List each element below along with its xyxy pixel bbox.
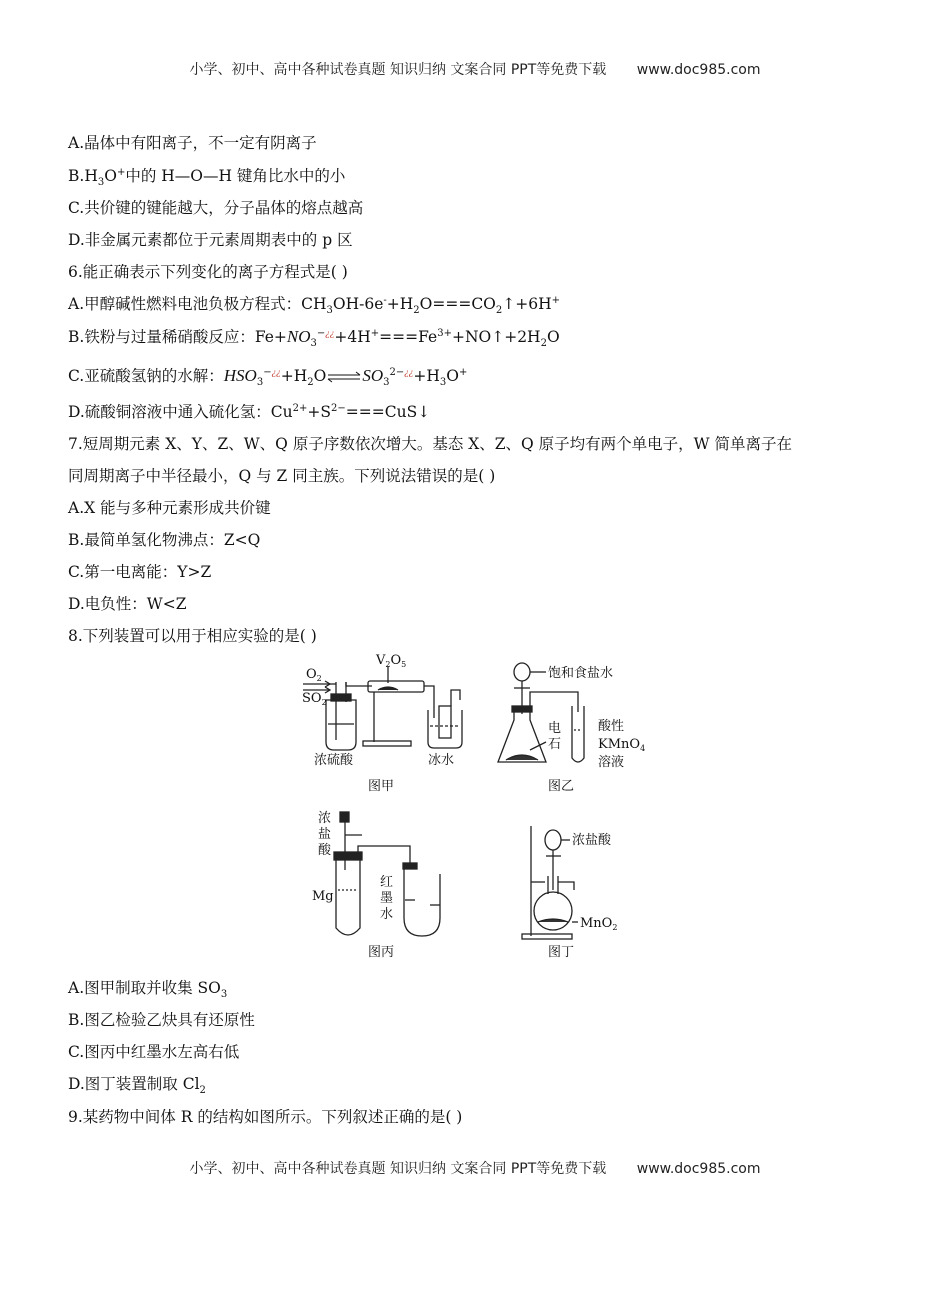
text: A.图甲制取并收集 SO <box>68 979 221 997</box>
label-ink-3: 水 <box>380 907 394 922</box>
t: − <box>263 366 272 378</box>
t: MnO <box>580 916 613 931</box>
q6-option-b <box>68 327 560 350</box>
figure-ding-caption: 图丁 <box>548 945 575 960</box>
text: O===CO <box>419 295 496 313</box>
text: A.甲醇碱性燃料电池负极方程式：CH <box>68 295 327 313</box>
reaction-tube <box>368 681 424 692</box>
t: 4 <box>640 744 646 753</box>
text: ===CuS↓ <box>345 403 431 421</box>
bottle-stopper <box>331 694 351 701</box>
t: O <box>306 667 317 682</box>
q7-stem-1: 7.短周期元素 X、Y、Z、W、Q 原子序数依次增大。基态 X、Z、Q 原子均有两个单电子，W 简单离子在 <box>68 435 793 453</box>
side-tube <box>558 882 574 890</box>
footer-text: 小学、初中、高中各种试卷真题 知识归纳 文案合同 PPT等免费下载 <box>189 1161 607 1177</box>
label-hcl-2: 盐 <box>318 827 332 842</box>
stand-base <box>363 741 411 746</box>
text: +NO↑+2H <box>451 328 541 346</box>
q6-option-a <box>68 294 561 317</box>
sub: 2 <box>413 305 420 317</box>
funnel-knob <box>340 812 349 822</box>
sub: 2 <box>495 305 503 317</box>
q7-option-d: D.电负性：W<Z <box>68 595 187 613</box>
text: +H <box>280 367 308 385</box>
test-tube <box>336 858 360 935</box>
text: +S <box>307 403 332 421</box>
q7-option-b: B.最简单氢化物沸点：Z<Q <box>68 531 261 549</box>
label-ice-water: 冰水 <box>428 753 455 768</box>
q5-option-b <box>68 166 346 189</box>
text: D.硫酸铜溶液中通入硫化氢：Cu <box>68 403 293 421</box>
sup <box>263 367 281 378</box>
label-conc-hcl: 浓盐酸 <box>572 833 612 848</box>
sub: 2 <box>307 377 314 389</box>
page-footer <box>0 1158 950 1178</box>
q5-option-c: C.共价键的键能越大，分子晶体的熔点越高 <box>68 199 364 217</box>
label-carbide-2: 石 <box>548 737 562 752</box>
sup: 2− <box>331 402 346 414</box>
q6-stem: 6.能正确表示下列变化的离子方程式是( ) <box>68 263 348 281</box>
q7-option-c: C.第一电离能：Y>Z <box>68 563 212 581</box>
sub: 3 <box>439 377 447 389</box>
text: ↑+6H <box>502 295 552 313</box>
label-solution: 溶液 <box>598 755 625 770</box>
label-line <box>530 742 546 750</box>
sub: 2 <box>540 338 547 350</box>
wash-bottle <box>326 700 356 750</box>
figure-bing-caption: 图丙 <box>368 945 395 960</box>
sup <box>389 367 413 378</box>
tube <box>424 686 434 718</box>
t: 2− <box>389 366 405 378</box>
formula-so3: SO <box>362 366 384 385</box>
t: 2 <box>385 660 391 669</box>
q8-stem: 8.下列装置可以用于相应实验的是( ) <box>68 627 317 645</box>
sup: + <box>116 166 126 178</box>
q6-option-d <box>68 402 430 422</box>
header-site: www.doc985.com <box>636 62 761 78</box>
sub: 2 <box>199 1085 206 1097</box>
sup <box>317 328 335 339</box>
q8-option-d <box>68 1074 206 1097</box>
t: 2 <box>316 674 322 683</box>
text: O <box>104 167 117 185</box>
funnel <box>545 830 561 850</box>
text: 中的 H—O—H 键角比水中的小 <box>125 167 346 185</box>
sub: 3 <box>220 989 228 1001</box>
label-mg: Mg <box>312 889 334 904</box>
q8-option-b: B.图乙检验乙炔具有还原性 <box>68 1011 255 1029</box>
ice-beaker <box>428 710 462 748</box>
label-ink-1: 红 <box>380 875 394 890</box>
collector-tube <box>439 706 451 738</box>
t: SO <box>302 691 322 706</box>
equilibrium-arrow-icon <box>326 371 362 383</box>
tube <box>451 690 460 706</box>
sup: 2+ <box>292 402 308 414</box>
t: KMnO <box>598 737 641 752</box>
conical-flask <box>498 710 546 762</box>
q6-option-c <box>68 366 468 389</box>
figure-jia-caption: 图甲 <box>368 779 395 794</box>
t: O <box>390 653 402 668</box>
sub: 3 <box>97 177 105 189</box>
figure-yi-caption: 图乙 <box>548 779 575 794</box>
garble: ¿¿ <box>404 367 414 378</box>
text: ===Fe <box>379 328 438 346</box>
label-carbide-1: 电 <box>548 721 562 736</box>
catalyst <box>378 687 398 690</box>
stand-base <box>522 934 572 939</box>
mno2-solid <box>538 919 568 922</box>
test-tube <box>572 706 584 762</box>
label-hcl-3: 酸 <box>318 843 332 858</box>
text: B.H <box>68 167 98 185</box>
label-kmno4 <box>598 737 645 753</box>
t: 2 <box>321 698 327 707</box>
sub: 3 <box>326 305 333 317</box>
text: D.图丁装置制取 Cl <box>68 1075 200 1093</box>
q8-option-c: C.图丙中红墨水左高右低 <box>68 1043 240 1061</box>
text: C.亚硫酸氢钠的水解： <box>68 367 224 385</box>
stopper <box>403 863 417 869</box>
sup: + <box>458 366 468 378</box>
sup: + <box>551 294 561 306</box>
q7-stem-2: 同周期离子中半径最小，Q 与 Z 同主族。下列说法错误的是( ) <box>68 467 496 485</box>
delivery-tube <box>530 692 578 712</box>
q7-option-a: A.X 能与多种元素形成共价键 <box>68 499 271 517</box>
label-v2o5 <box>375 653 406 669</box>
label-ink-2: 墨 <box>380 891 394 906</box>
flask-stopper <box>512 706 532 712</box>
label-conc-sulfuric: 浓硫酸 <box>314 753 354 768</box>
sup: + <box>370 327 380 339</box>
text: O <box>313 367 327 385</box>
q8-option-a <box>68 978 228 1001</box>
label-o2 <box>306 667 322 683</box>
footer-site: www.doc985.com <box>636 1161 761 1177</box>
round-flask <box>534 892 572 930</box>
header-text: 小学、初中、高中各种试卷真题 知识归纳 文案合同 PPT等免费下载 <box>189 62 607 78</box>
delivery-tube <box>358 846 410 865</box>
text: O <box>546 328 560 346</box>
text: +H <box>386 295 414 313</box>
garble: ¿¿ <box>325 328 335 339</box>
text: B.铁粉与过量稀硝酸反应：Fe+ <box>68 328 287 346</box>
label-acidic: 酸性 <box>598 719 625 734</box>
sup: - <box>383 294 387 306</box>
text: O <box>446 367 459 385</box>
garble: ¿¿ <box>271 367 281 378</box>
q5-option-a: A.晶体中有阳离子，不一定有阴离子 <box>68 134 317 152</box>
label-brine: 饱和食盐水 <box>548 666 614 681</box>
sup: 3+ <box>437 327 452 339</box>
calcium-carbide <box>506 755 538 760</box>
formula-hso3: HSO <box>223 366 257 385</box>
text: +H <box>413 367 440 385</box>
sub: 3 <box>383 377 390 389</box>
text: OH-6e <box>332 295 384 313</box>
label-hcl-1: 浓 <box>318 811 332 826</box>
q5-option-d: D.非金属元素都位于元素周期表中的 p 区 <box>68 231 353 249</box>
u-tube <box>404 869 440 936</box>
sub: 3 <box>256 377 264 389</box>
t: − <box>316 327 326 339</box>
text: +4H <box>334 328 371 346</box>
q9-stem: 9.某药物中间体 R 的结构如图所示。下列叙述正确的是( ) <box>68 1108 463 1126</box>
t: 5 <box>401 660 407 669</box>
page-header <box>0 59 950 79</box>
apparatus-figures <box>0 650 950 960</box>
formula-no3: NO <box>286 327 311 346</box>
t: V <box>376 653 386 668</box>
t: 2 <box>612 923 618 932</box>
funnel <box>514 663 530 681</box>
sub: 3 <box>310 338 317 350</box>
label-so2 <box>302 691 327 707</box>
label-mno2 <box>580 916 617 932</box>
